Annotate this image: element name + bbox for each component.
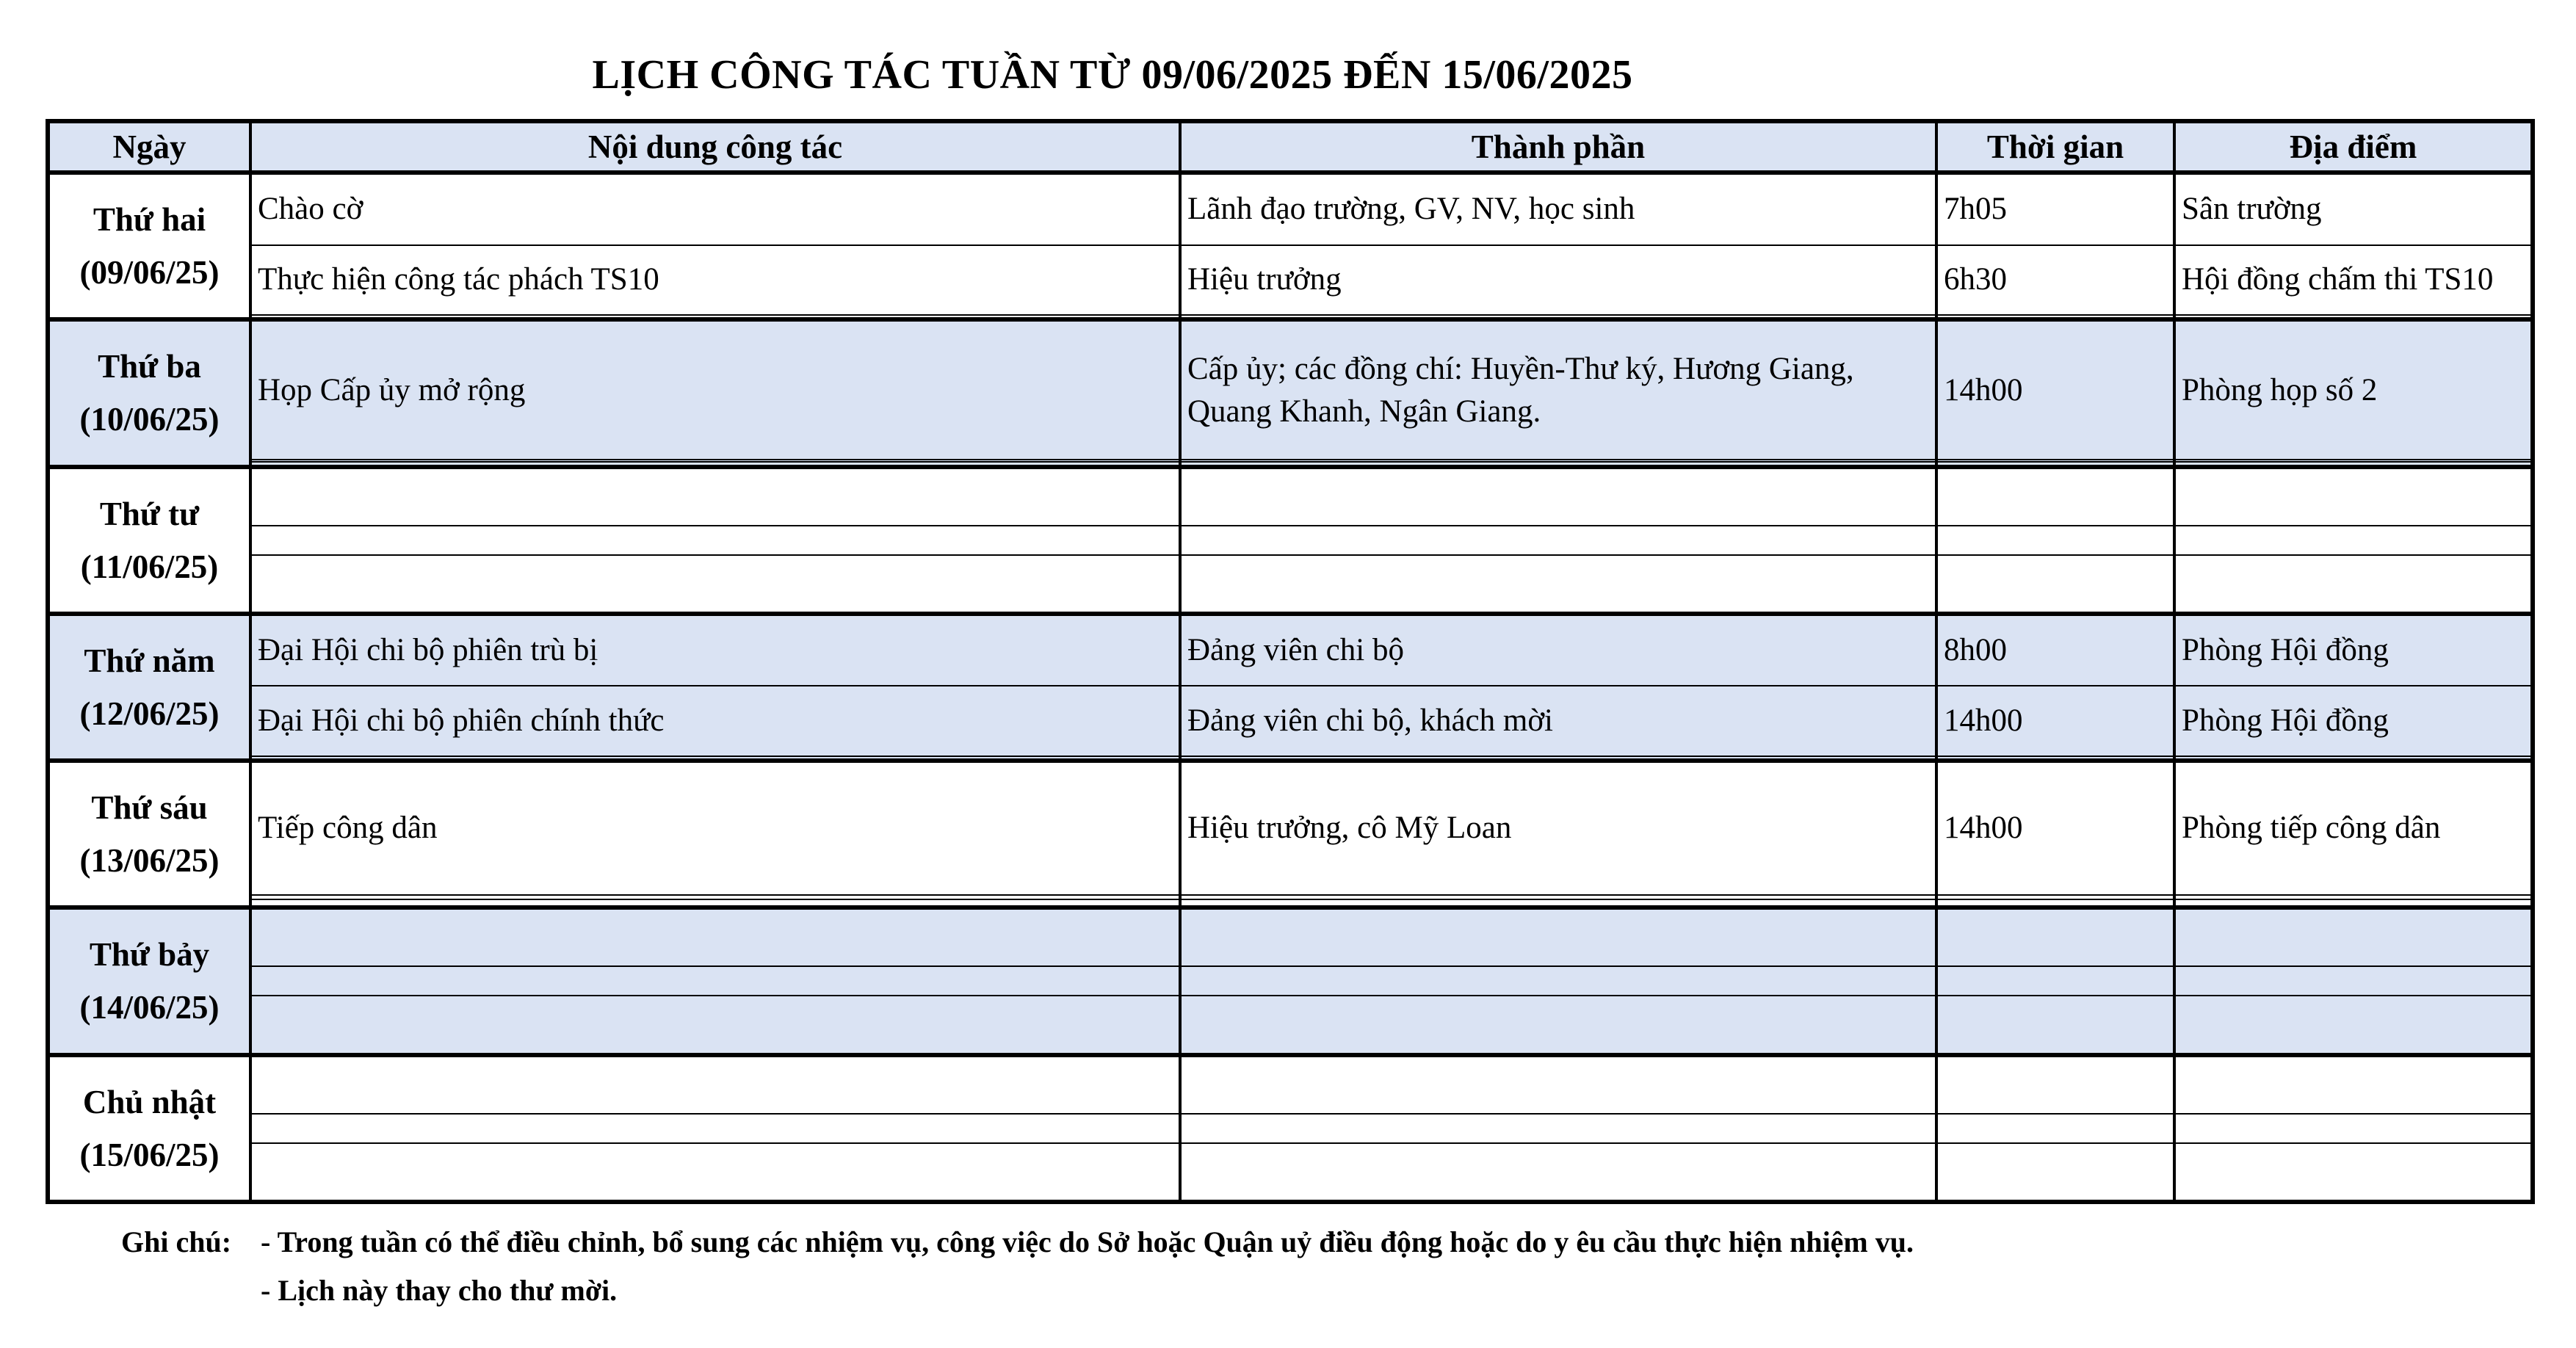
day-name: Thứ tư [99,495,200,532]
cell-participants [1180,555,1936,614]
cell-place [2174,555,2533,614]
schedule-table [46,119,2535,1204]
cell-time [1936,899,2174,908]
cell-time: 14h00 [1936,686,2174,755]
cell-participants: Đảng viên chi bộ [1180,614,1936,686]
cell-time: 14h00 [1936,761,2174,895]
cell-place: Phòng tiếp công dân [2174,761,2533,895]
cell-place [2174,966,2533,996]
header-content: Nội dung công tác [250,121,1180,173]
cell-time [1936,1114,2174,1143]
cell-participants: Hiệu trưởng [1180,245,1936,315]
table-row [48,966,2533,996]
cell-participants [1180,996,1936,1054]
cell-time: 8h00 [1936,614,2174,686]
table-row [48,173,2533,245]
cell-content [250,526,1180,555]
day-name: Thứ sáu [91,789,208,827]
day-date: (11/06/25) [80,548,219,585]
cell-time [1936,526,2174,555]
table-row [48,686,2533,755]
cell-content: Họp Cấp ủy mở rộng [250,319,1180,460]
day-name: Thứ ba [98,348,201,385]
cell-place [2174,1055,2533,1114]
cell-time [1936,1055,2174,1114]
cell-time [1936,996,2174,1054]
cell-place: Phòng Hội đồng [2174,686,2533,755]
header-day: Ngày [48,121,250,173]
cell-content [250,899,1180,908]
note-line: - Trong tuần có thể điều chỉnh, bổ sung các nhiệm vụ, công việc do Sở hoặc Quận uỷ điều động hoặc do y êu cầu thực hiện nhiệm vụ. [261,1225,1914,1258]
cell-time: 7h05 [1936,173,2174,245]
day-name: Thứ hai [93,201,206,239]
page-title: LỊCH CÔNG TÁC TUẦN TỪ 09/06/2025 ĐẾN 15/06/2025 [592,52,1633,98]
cell-time: 14h00 [1936,319,2174,460]
day-cell [48,1055,250,1202]
cell-place [2174,996,2533,1054]
cell-place [2174,1143,2533,1202]
table-row [48,245,2533,315]
cell-place [2174,907,2533,966]
cell-participants [1180,966,1936,996]
cell-time [1936,467,2174,526]
cell-participants: Hiệu trưởng, cô Mỹ Loan [1180,761,1936,895]
cell-place [2174,467,2533,526]
cell-content [250,996,1180,1054]
cell-participants: Đảng viên chi bộ, khách mời [1180,686,1936,755]
header-time: Thời gian [1936,121,2174,173]
cell-time [1936,555,2174,614]
cell-content: Chào cờ [250,173,1180,245]
table-row [48,555,2533,614]
schedule-body [48,173,2533,1202]
cell-content [250,966,1180,996]
day-name: Thứ năm [84,642,215,679]
table-row [48,907,2533,966]
cell-content [250,907,1180,966]
day-cell [48,173,250,319]
cell-content: Tiếp công dân [250,761,1180,895]
cell-content [250,1114,1180,1143]
cell-place [2174,1114,2533,1143]
cell-time [1936,1143,2174,1202]
table-row [48,1114,2533,1143]
day-cell [48,761,250,907]
cell-content [250,1055,1180,1114]
day-name: Chủ nhật [82,1083,217,1120]
cell-place: Phòng họp số 2 [2174,319,2533,460]
cell-participants [1180,526,1936,555]
day-date: (15/06/25) [79,1136,220,1173]
header-row [48,121,2533,173]
cell-content: Thực hiện công tác phách TS10 [250,245,1180,315]
table-row [48,614,2533,686]
cell-participants: Cấp ủy; các đồng chí: Huyền-Thư ký, Hương Giang, Quang Khanh, Ngân Giang. [1180,319,1936,460]
cell-place [2174,899,2533,908]
cell-place [2174,526,2533,555]
table-row [48,467,2533,526]
cell-time [1936,966,2174,996]
table-row [48,899,2533,908]
day-cell [48,614,250,761]
cell-place: Hội đồng chấm thi TS10 [2174,245,2533,315]
day-date: (09/06/25) [79,254,220,291]
day-date: (13/06/25) [79,842,220,880]
notes-label: Ghi chú: [121,1225,232,1258]
cell-content [250,467,1180,526]
cell-participants [1180,1143,1936,1202]
day-cell [48,907,250,1054]
table-row [48,996,2533,1054]
day-cell [48,319,250,466]
day-date: (14/06/25) [79,989,220,1026]
table-row [48,761,2533,895]
cell-participants [1180,899,1936,908]
day-name: Thứ bảy [89,936,210,974]
day-date: (10/06/25) [79,401,220,438]
note-line: - Lịch này thay cho thư mời. [261,1274,618,1307]
table-row [48,1143,2533,1202]
cell-participants: Lãnh đạo trường, GV, NV, học sinh [1180,173,1936,245]
cell-place: Phòng Hội đồng [2174,614,2533,686]
cell-content [250,555,1180,614]
header-place: Địa điểm [2174,121,2533,173]
cell-place: Sân trường [2174,173,2533,245]
table-row [48,319,2533,460]
cell-content: Đại Hội chi bộ phiên chính thức [250,686,1180,755]
table-row [48,526,2533,555]
table-row [48,1055,2533,1114]
day-date: (12/06/25) [79,695,220,732]
cell-participants [1180,1055,1936,1114]
cell-time: 6h30 [1936,245,2174,315]
header-participants: Thành phần [1180,121,1936,173]
cell-time [1936,907,2174,966]
cell-participants [1180,1114,1936,1143]
cell-participants [1180,467,1936,526]
cell-participants [1180,907,1936,966]
cell-content: Đại Hội chi bộ phiên trù bị [250,614,1180,686]
cell-content [250,1143,1180,1202]
day-cell [48,467,250,614]
